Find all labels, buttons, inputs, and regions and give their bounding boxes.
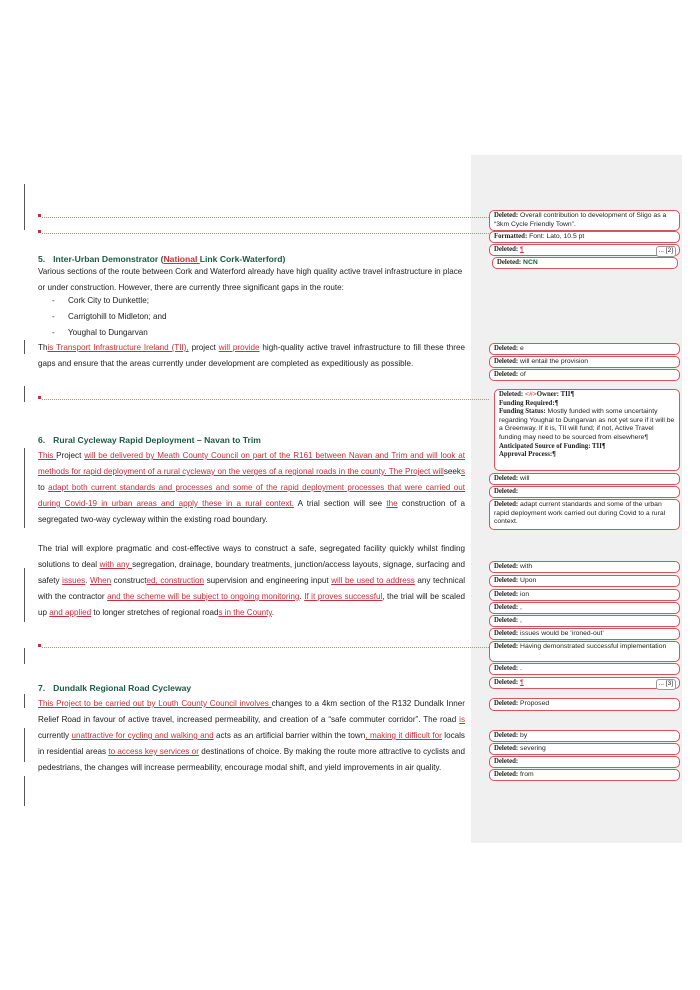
- section-5-heading: 5. Inter-Urban Demonstrator (National Link Cork-Waterford): [38, 254, 286, 264]
- comment-connector: [42, 233, 489, 234]
- comment-connector: [42, 647, 489, 648]
- change-bar: [24, 776, 25, 806]
- comment-balloon[interactable]: Deleted: ¶ ... [3]: [489, 677, 680, 689]
- comment-balloon[interactable]: Deleted: Having demonstrated successful implementation: [489, 641, 680, 662]
- comment-balloon[interactable]: Deleted: <#>Owner: TII¶ Funding Required:¶ Funding Status: Mostly funded with some uncertainty regarding Youghal to Dungarvan as not yet sure if it will be a Greenway. If it is, TII will fund; if not, Active Travel funding may need to be sourced from elsewhere¶ Anticipated Source of Funding: TII¶ Approval Process:¶: [494, 389, 680, 471]
- comment-balloon[interactable]: Deleted:: [489, 756, 680, 768]
- deletion-marker: [38, 396, 41, 399]
- comment-balloon[interactable]: Deleted: by: [489, 730, 680, 742]
- change-bar: [24, 386, 25, 402]
- list-item: - Carrigtohill to Midleton; and: [52, 312, 167, 321]
- comment-balloon[interactable]: Deleted: ,: [489, 602, 680, 614]
- comment-balloon[interactable]: Deleted: .: [489, 663, 680, 675]
- section-6-trial: The trial will explore pragmatic and cost-effective ways to construct a safe, segregated facility quickly whilst finding solutions to deal with any segregation, drainage, boundary treatments, junction/access layouts, signage, surfacing and safety issues. When constructed, construction supervision and engineering input will be used to address any technical with the contractor and the scheme will be subject to ongoing monitoring. If it proves successful, the trial will be scaled up and applied to longer stretches of regional roads in the County.: [38, 544, 465, 617]
- comment-balloon[interactable]: Deleted: of: [489, 369, 680, 381]
- comment-balloon[interactable]: Deleted: will: [489, 473, 680, 485]
- change-bar: [24, 694, 25, 708]
- comment-balloon[interactable]: Deleted: adapt current standards and some of the urban rapid deployment work carried out during Covid to a rural context.: [489, 499, 680, 530]
- comment-balloon[interactable]: Deleted:: [489, 486, 680, 498]
- section-5-intro: Various sections of the route between Cork and Waterford already have high quality active travel infrastructure in place or under construction. However, there are currently three significant gaps in the route:: [38, 267, 463, 292]
- list-item: - Youghal to Dungarvan: [52, 328, 148, 337]
- comment-balloon[interactable]: Deleted: ¶ ... [2]: [489, 244, 680, 256]
- comment-balloon[interactable]: Deleted: issues would be ‘ironed-out’: [489, 628, 680, 640]
- change-bar: [24, 448, 25, 528]
- comment-balloon[interactable]: Deleted: Proposed: [489, 698, 680, 711]
- deletion-marker: [38, 230, 41, 233]
- comment-balloon[interactable]: Deleted: severing: [489, 743, 680, 755]
- change-bar: [24, 728, 25, 762]
- comment-balloon[interactable]: Deleted: ion: [489, 589, 680, 601]
- comment-balloon[interactable]: Formatted: Font: Lato, 10.5 pt: [489, 231, 680, 243]
- section-6-body: This Project will be delivered by Meath County Council on part of the R161 between Navan and Trim and will look at methods for rapid deployment of a rural cycleway on the verges of a regional roads in the county. The Project willseeks to adapt both current standards and processes and some of the rapid deployment processes that were carried out during Covid-19 in urban areas and apply these in a rural context. A trial section will see the construction of a segregated two-way cycleway within the existing road boundary.: [38, 451, 465, 524]
- comment-balloon[interactable]: Deleted: with: [489, 561, 680, 573]
- deletion-marker: [38, 644, 41, 647]
- section-7-heading: 7. Dundalk Regional Road Cycleway: [38, 683, 192, 693]
- comment-balloon[interactable]: Deleted: Overall contribution to development of Sligo as a “3km Cycle Friendly Town”.: [489, 210, 680, 231]
- comment-balloon[interactable]: Deleted: will entail the provision: [489, 356, 680, 368]
- section-5-body: This Transport Infrastructure Ireland (TII), project will provide high-quality active travel infrastructure to fill these three gaps and ensure that the areas currently under development are completed as expeditiously as possible.: [38, 343, 465, 368]
- change-bar: [24, 648, 25, 664]
- comment-connector: [42, 217, 489, 218]
- section-number: 5.: [38, 254, 46, 264]
- comment-balloon[interactable]: Deleted: Upon: [489, 575, 680, 587]
- comment-balloon[interactable]: Deleted: NCN: [492, 257, 678, 269]
- change-bar: [24, 568, 25, 622]
- section-7-body: This Project to be carried out by Louth County Council involves changes to a 4km section of the R132 Dundalk Inner Relief Road in favour of active travel, increased permeability, and creation of a “safe commuter corridor”. The road is currently unattractive for cycling and walking and acts as an artificial barrier within the town, making it difficult for locals in residential areas to access key services or destinations of choice. By making the route more attractive to cyclists and pedestrians, the changes will increase permeability, encourage modal shift, and yield improvements in air quality.: [38, 699, 465, 772]
- more-comments-link[interactable]: ... [2]: [656, 246, 676, 257]
- change-bar: [24, 184, 25, 230]
- comment-balloon[interactable]: Deleted: ,: [489, 615, 680, 627]
- change-bar: [24, 340, 25, 354]
- section-6-heading: 6. Rural Cycleway Rapid Deployment – Navan to Trim: [38, 435, 261, 445]
- more-comments-link[interactable]: ... [3]: [656, 679, 676, 690]
- list-item: - Cork City to Dunkettle;: [52, 296, 149, 305]
- comment-connector: [42, 399, 489, 400]
- deletion-marker: [38, 214, 41, 217]
- comment-balloon[interactable]: Deleted: from: [489, 769, 680, 781]
- section-number: 6.: [38, 435, 46, 445]
- section-number: 7.: [38, 683, 46, 693]
- comment-balloon[interactable]: Deleted: e: [489, 343, 680, 355]
